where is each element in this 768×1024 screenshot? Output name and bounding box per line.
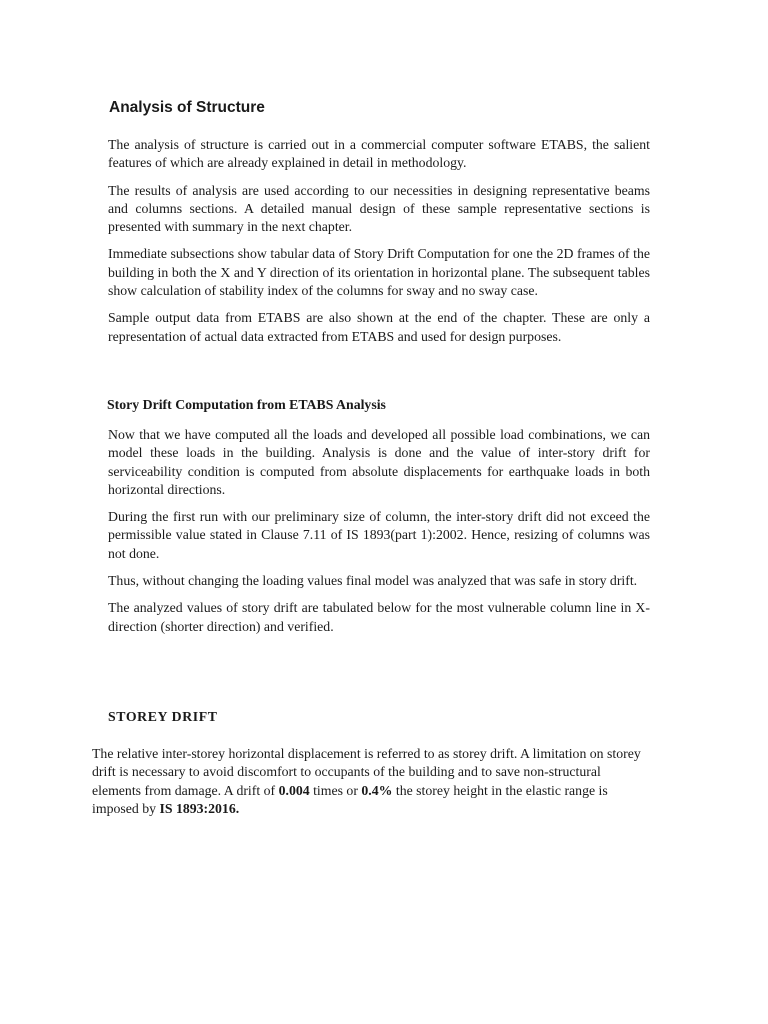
story-drift-paragraphs xyxy=(108,426,650,645)
paragraph: Thus, without changing the loading values final model was analyzed that was safe in story drift. xyxy=(108,573,638,589)
storey-drift-paragraph xyxy=(92,745,652,818)
section-title-story-drift-computation: Story Drift Computation from ETABS Analysis xyxy=(107,397,386,412)
paragraph: Now that we have computed all the loads and developed all possible load combinations, we can model these loads in the building. Analysis is done and the value of inter-story drift for serviceability condition is computed from absolute displacements for earthquake loads in both horizontal directions. xyxy=(108,427,650,497)
paragraph xyxy=(92,745,652,818)
drift-percent: 0.4% xyxy=(361,782,393,798)
paragraph: Immediate subsections show tabular data of Story Drift Computation for one the 2D frames of the building in both the X and Y direction of its orientation in horizontal plane. The subsequent tables show calculation of stability index of the columns for sway and no sway case. xyxy=(108,246,650,299)
paragraph: The results of analysis are used according to our necessities in designing representative beams and columns sections. A detailed manual design of these sample representative sections is presented with summary in the next chapter. xyxy=(108,182,650,235)
drift-value: 0.004 xyxy=(278,782,310,798)
analysis-paragraphs xyxy=(108,136,650,355)
paragraph: The analysis of structure is carried out in a commercial computer software ETABS, the salient features of which are already explained in detail in methodology. xyxy=(108,137,650,171)
section-title-storey-drift: STOREY DRIFT xyxy=(108,709,218,724)
text-run: the storey height in the elastic range is imposed by xyxy=(92,782,608,816)
section-title-analysis-of-structure: Analysis of Structure xyxy=(109,99,265,116)
text-run: The relative inter-storey horizontal displacement is referred to as storey drift. A limitation on storey drift is necessary to avoid discomfort to occupants of the building and to save non-structural elements from damage. A drift of xyxy=(92,746,641,798)
paragraph: Sample output data from ETABS are also shown at the end of the chapter. These are only a representation of actual data extracted from ETABS and used for design purposes. xyxy=(108,310,650,344)
paragraph: The analyzed values of story drift are tabulated below for the most vulnerable column line in X-direction (shorter direction) and verified. xyxy=(108,600,650,634)
text-run: times or xyxy=(309,782,362,798)
code-reference: IS 1893:2016. xyxy=(159,800,240,816)
paragraph: During the first run with our preliminary size of column, the inter-story drift did not exceed the permissible value stated in Clause 7.11 of IS 1893(part 1):2002. Hence, resizing of columns was not done. xyxy=(108,509,650,561)
